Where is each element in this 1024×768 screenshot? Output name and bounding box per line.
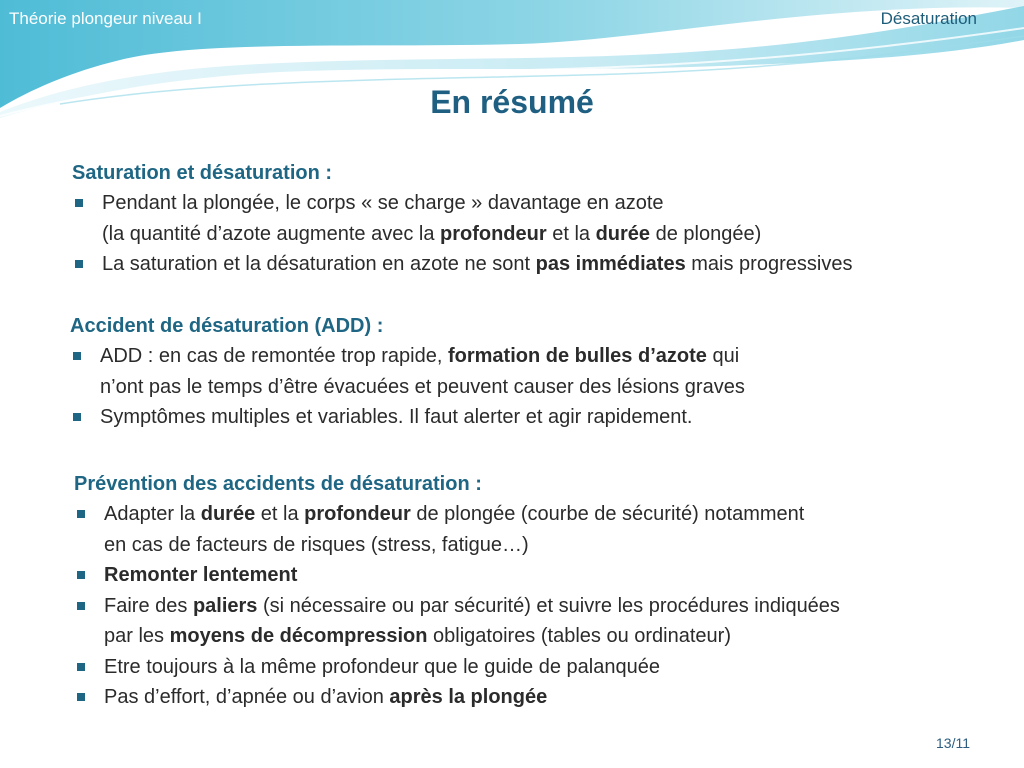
square-bullet-icon — [75, 199, 83, 207]
list-item — [74, 591, 1024, 652]
line: Adapter la durée et la profondeur de plongée (courbe de sécurité) notamment — [104, 503, 805, 525]
course-title: Théorie plongeur niveau I — [9, 9, 202, 28]
chapter-title: Désaturation — [880, 9, 977, 28]
bullet-list — [70, 341, 1024, 433]
square-bullet-icon — [75, 260, 83, 268]
bullet-list — [72, 188, 1024, 280]
section-heading: Accident de désaturation (ADD) : — [70, 315, 384, 337]
line: Pas d’effort, d’apnée ou d’avion après la plongée — [104, 686, 548, 708]
list-item — [70, 341, 1024, 402]
list-item — [74, 560, 1024, 591]
line: Faire des paliers (si nécessaire ou par sécurité) et suivre les procédures indiquées — [104, 594, 840, 617]
section-prevention — [74, 469, 1024, 713]
section-add — [70, 311, 1024, 433]
section-heading: Saturation et désaturation : — [72, 162, 333, 184]
line: ADD : en cas de remontée trop rapide, formation de bulles d’azote qui — [100, 345, 740, 367]
list-item — [70, 402, 1024, 433]
square-bullet-icon — [73, 352, 81, 360]
page-number: 13/11 — [936, 735, 970, 751]
line: Etre toujours à la même profondeur que le guide de palanquée — [104, 655, 660, 678]
list-item — [74, 652, 1024, 683]
line: n’ont pas le temps d’être évacuées et peuvent causer des lésions graves — [100, 375, 745, 398]
list-item — [74, 682, 1024, 713]
square-bullet-icon — [77, 510, 85, 518]
square-bullet-icon — [77, 571, 85, 579]
line: (la quantité d’azote augmente avec la profondeur et la durée de plongée) — [102, 222, 762, 245]
line: Symptômes multiples et variables. Il faut alerter et agir rapidement. — [100, 406, 693, 428]
line: La saturation et la désaturation en azote ne sont pas immédiates mais progressives — [102, 253, 853, 275]
section-heading: Prévention des accidents de désaturation : — [74, 473, 482, 495]
line: Remonter lentement — [104, 564, 298, 586]
square-bullet-icon — [77, 693, 85, 701]
bullet-list — [74, 499, 1024, 713]
square-bullet-icon — [77, 602, 85, 610]
list-item — [74, 499, 1024, 560]
square-bullet-icon — [77, 663, 85, 671]
line: en cas de facteurs de risques (stress, fatigue…) — [104, 533, 529, 556]
section-saturation — [72, 158, 1024, 280]
square-bullet-icon — [73, 413, 81, 421]
line: par les moyens de décompression obligatoires (tables ou ordinateur) — [104, 625, 731, 647]
list-item — [72, 249, 1024, 280]
slide-title: En résumé — [430, 84, 594, 120]
line: Pendant la plongée, le corps « se charge » davantage en azote — [102, 192, 664, 214]
list-item — [72, 188, 1024, 249]
